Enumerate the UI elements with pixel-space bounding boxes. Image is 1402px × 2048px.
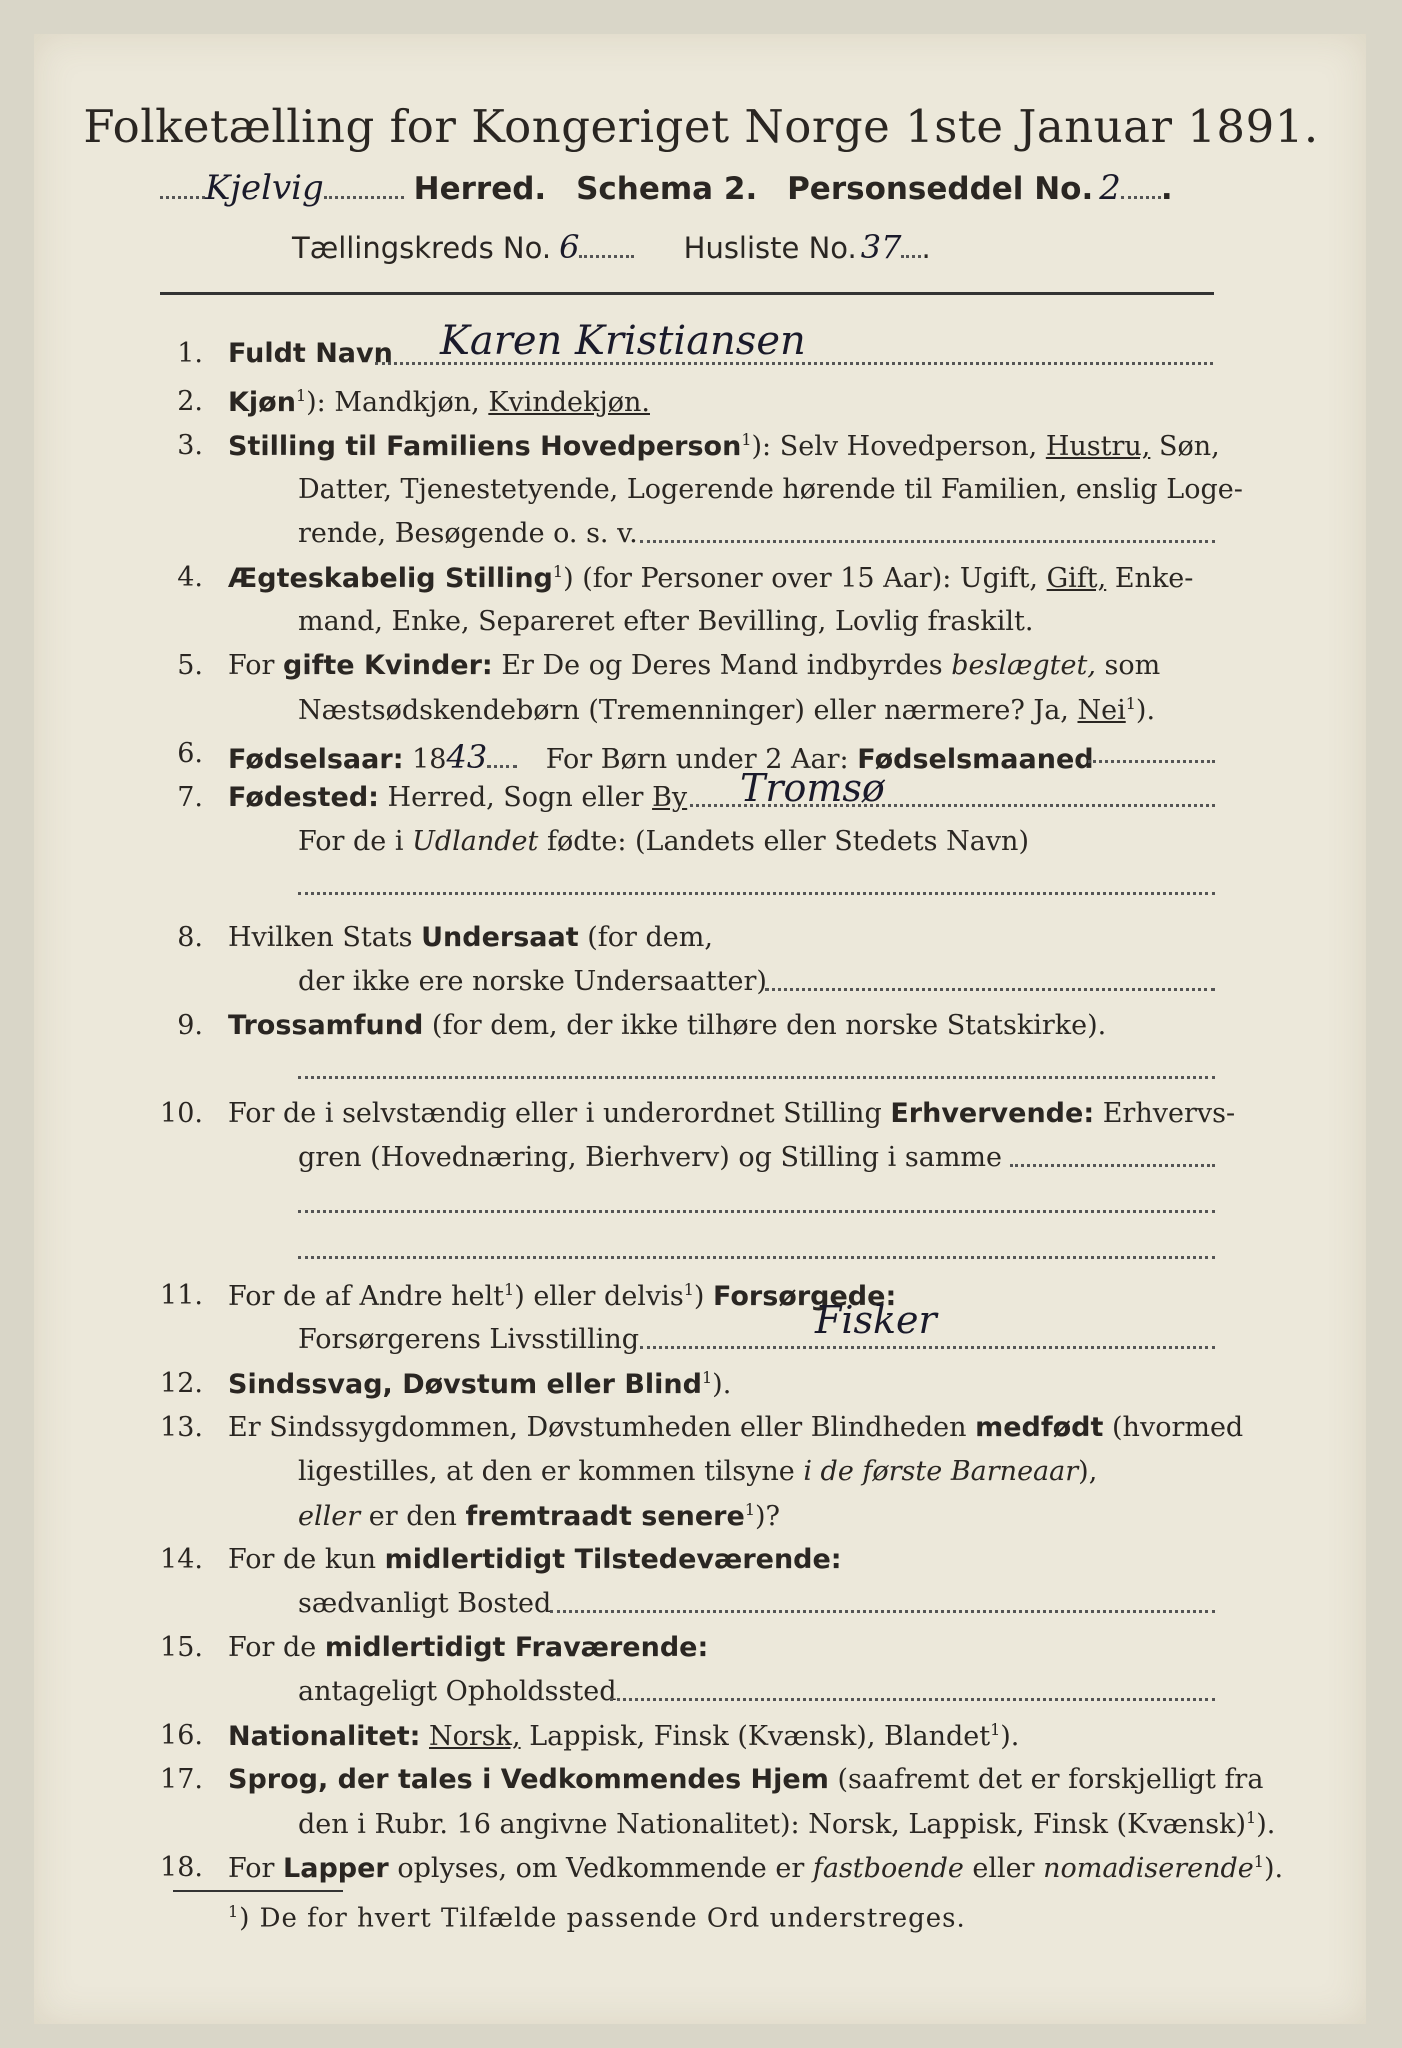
husliste-label: Husliste No. [683, 231, 857, 265]
item-number: 17. [160, 1764, 203, 1795]
dots [640, 540, 1215, 543]
q8-line2: der ikke ere norske Undersaatter) [298, 966, 767, 997]
dots [298, 1210, 1215, 1213]
husliste-value: 37 [860, 228, 902, 266]
q12-text: Sindssvag, Døvstum eller Blind$^1$). [228, 1368, 732, 1400]
schema-label: Schema 2. [576, 171, 758, 207]
q2-text: Kjøn$^1$): Mandkjøn, Kvindekjøn. [228, 386, 650, 418]
footnote: $^1$) De for hvert Tilfælde passende Ord understreges. [228, 1902, 966, 1934]
q13-line2: ligestilles, at den er kommen tilsyne i de første Barneaar), [298, 1456, 1098, 1487]
kreds-line: Tællingskreds No. 6 Husliste No. 37 . [292, 228, 931, 266]
dots [1121, 195, 1161, 199]
q1-name-value: Karen Kristiansen [440, 318, 806, 364]
item-number: 6. [177, 738, 203, 769]
footnote-rule [173, 1890, 343, 1892]
personseddel-label: Personseddel No. [787, 171, 1094, 207]
q8-text: Hvilken Stats Undersaat (for dem, [228, 922, 713, 953]
q7-text: Fødested: Herred, Sogn eller By [228, 782, 688, 813]
dots [901, 254, 921, 258]
q6-text: Fødselsaar: 1843 For Børn under 2 Aar: Fødselsmaaned [228, 738, 1094, 776]
q11-line2: Forsørgerens Livsstilling [298, 1324, 640, 1355]
item-number: 5. [177, 650, 203, 681]
q1-label: Fuldt Navn [228, 338, 393, 369]
q6-year-value: 43 [446, 738, 488, 776]
kreds-value: 6 [559, 228, 580, 266]
item-number: 12. [160, 1368, 203, 1399]
q3-line2b: Datter, Tjenestetyende, Logerende hørende til Familien, enslig Loge- [298, 474, 1243, 505]
dots [690, 804, 1215, 807]
item-number: 8. [177, 922, 203, 953]
header-rule [160, 292, 1214, 295]
item-number: 7. [177, 782, 203, 813]
q5-line2: Næstsødskendebørn (Tremenninger) eller nærmere? Ja, Nei$^1$). [298, 694, 1156, 726]
q15-line2: antageligt Opholdssted [298, 1676, 617, 1707]
item-number: 14. [160, 1544, 203, 1575]
dots [298, 892, 1215, 895]
herred-value: Kjelvig [205, 168, 324, 208]
dots [550, 1610, 1215, 1613]
q13-text: Er Sindssygdommen, Døvstumheden eller Blindheden medfødt (hvormed [228, 1412, 1244, 1443]
q18-text: For Lapper oplyses, om Vedkommende er fastboende eller nomadiserende$^1$). [228, 1852, 1284, 1884]
q14-text: For de kun midlertidigt Tilstedeværende: [228, 1544, 842, 1575]
item-number: 13. [160, 1412, 203, 1443]
dots [1010, 1164, 1215, 1167]
item-number: 10. [160, 1098, 203, 1129]
q3-line3: rende, Besøgende o. s. v. [298, 518, 638, 549]
q16-text: Nationalitet: Norsk, Lappisk, Finsk (Kvænsk), Blandet$^1$). [228, 1720, 1020, 1752]
item-number: 4. [177, 562, 203, 593]
item-number: 9. [177, 1010, 203, 1041]
herred-label: Herred. [413, 171, 547, 207]
dots [324, 195, 404, 199]
item-number: 18. [160, 1852, 203, 1883]
q3-text: Stilling til Familiens Hovedperson$^1$): Selv Hovedperson, Hustru, Søn, [228, 430, 1220, 462]
q17-text: Sprog, der tales i Vedkommendes Hjem (saafremt det er forskjelligt fra [228, 1764, 1264, 1795]
kreds-label: Tællingskreds No. [292, 231, 552, 265]
q17-line2: den i Rubr. 16 angivne Nationalitet): Norsk, Lappisk, Finsk (Kvænsk)$^1$). [298, 1808, 1276, 1840]
q4-text: Ægteskabelig Stilling$^1$) (for Personer over 15 Aar): Ugift, Gift, Enke- [228, 562, 1194, 594]
q5-text: For gifte Kvinder: Er De og Deres Mand indbyrdes beslægtet, som [228, 650, 1161, 681]
dots [610, 1698, 1215, 1701]
q14-line2: sædvanligt Bosted [298, 1588, 552, 1619]
dots [298, 1256, 1215, 1259]
item-number: 15. [160, 1632, 203, 1663]
q4-line2: mand, Enke, Separeret efter Bevilling, Lovlig fraskilt. [298, 606, 1034, 637]
q11-text: For de af Andre helt$^1$) eller delvis$^1$) Forsørgede: [228, 1280, 897, 1312]
personseddel-value: 2 [1099, 168, 1121, 208]
q11-value: Fisker [815, 1298, 937, 1342]
q7-place-value: Tromsø [740, 766, 885, 810]
q7-line2: For de i Udlandet fødte: (Landets eller Stedets Navn) [298, 826, 1029, 857]
dots [579, 254, 634, 258]
dots [640, 1346, 1215, 1349]
item-number: 16. [160, 1720, 203, 1751]
q13-line3: eller er den fremtraadt senere$^1$)? [298, 1500, 781, 1532]
q10-line2: gren (Hovednæring, Bierhverv) og Stilling i samme [298, 1142, 1003, 1173]
dots [1088, 760, 1215, 763]
dots [765, 988, 1215, 991]
q10-text: For de i selvstændig eller i underordnet Stilling Erhvervende: Erhvervs- [228, 1098, 1236, 1129]
q9-text: Trossamfund (for dem, der ikke tilhøre den norske Statskirke). [228, 1010, 1107, 1041]
item-number: 3. [177, 430, 203, 461]
herred-line: Kjelvig Herred. Schema 2. Personseddel No. 2 . [160, 168, 1173, 208]
dots [160, 195, 205, 199]
item-number: 2. [177, 386, 203, 417]
form-title: Folketælling for Kongeriget Norge 1ste Januar 1891. [83, 100, 1319, 153]
q15-text: For de midlertidigt Fraværende: [228, 1632, 709, 1663]
item-number: 1. [177, 338, 203, 369]
dots [298, 1076, 1215, 1079]
item-number: 11. [160, 1280, 203, 1311]
